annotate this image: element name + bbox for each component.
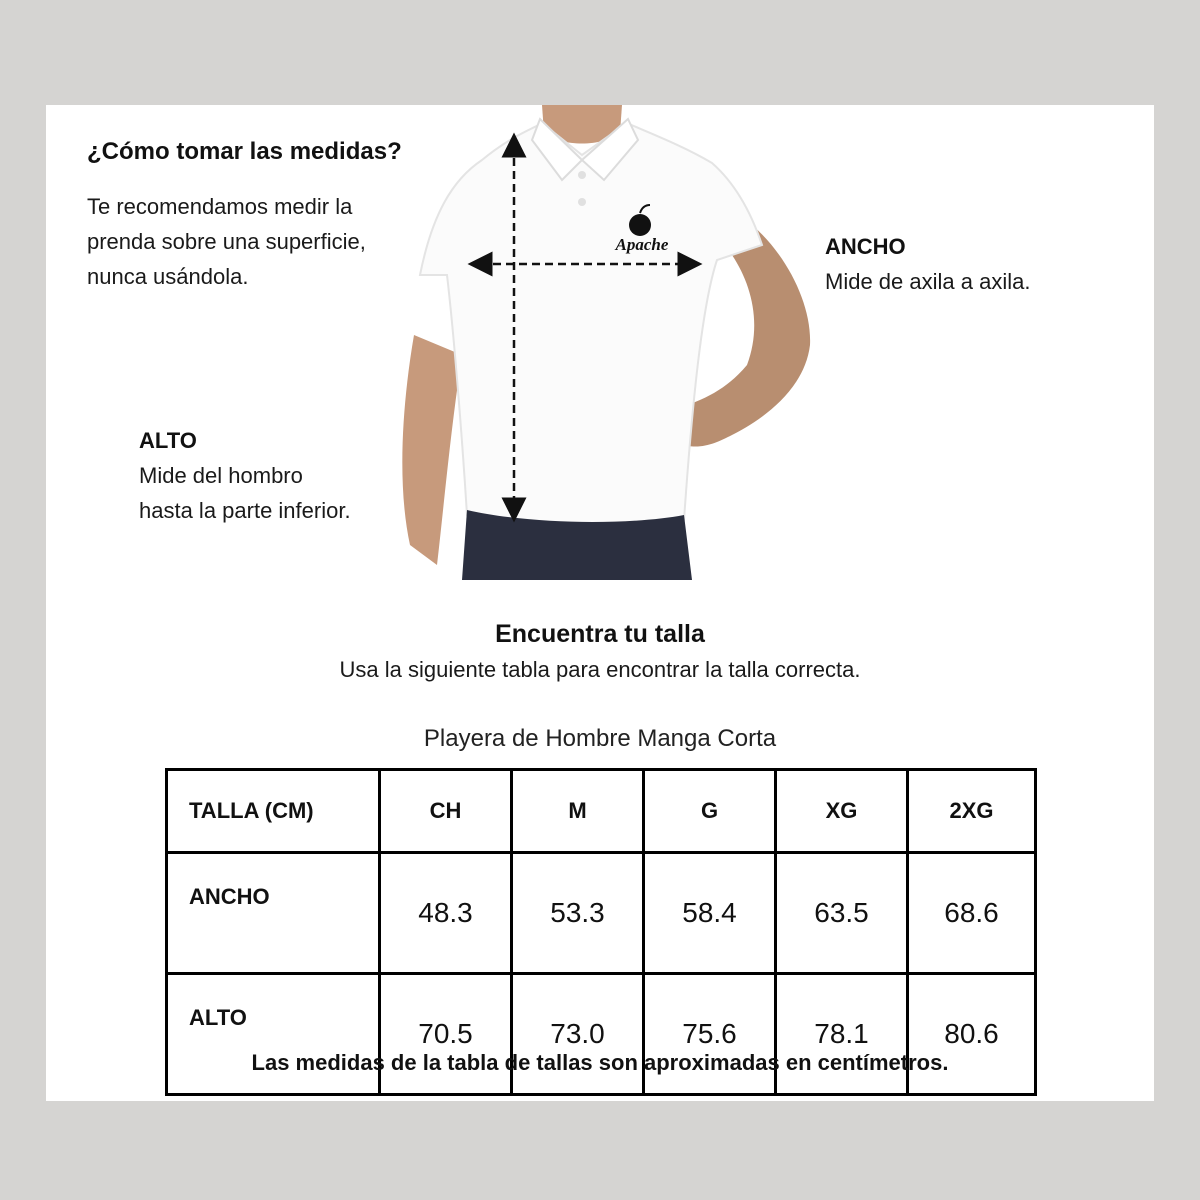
how-to-line: prenda sobre una superficie, xyxy=(87,229,366,254)
header-cell: CH xyxy=(380,770,512,853)
width-note xyxy=(825,229,1030,299)
height-label: ALTO xyxy=(139,428,197,453)
table-cell: 63.5 xyxy=(776,853,908,974)
left-arm xyxy=(402,335,462,565)
table-cell: 75.6 xyxy=(644,974,776,1095)
width-text: Mide de axila a axila. xyxy=(825,269,1031,294)
header-cell: 2XG xyxy=(908,770,1036,853)
table-title: Playera de Hombre Manga Corta xyxy=(423,725,777,752)
header-cell: G xyxy=(644,770,776,853)
table-cell: 53.3 xyxy=(512,853,644,974)
how-to-line: nunca usándola. xyxy=(87,264,249,289)
header-cell: XG xyxy=(776,770,908,853)
table-cell: 68.6 xyxy=(908,853,1036,974)
table-header-row xyxy=(167,770,1036,853)
button xyxy=(578,171,586,179)
table-cell: 48.3 xyxy=(380,853,512,974)
width-label: ANCHO xyxy=(825,234,906,259)
table-cell: 78.1 xyxy=(776,974,908,1095)
find-size-subtitle: Usa la siguiente tabla para encontrar la talla correcta. xyxy=(339,657,861,682)
height-line: Mide del hombro xyxy=(139,463,303,488)
brand-text: Apache xyxy=(615,235,669,254)
height-note xyxy=(139,423,351,528)
table-footnote: Las medidas de la tabla de tallas son aproximadas en centímetros. xyxy=(251,1050,949,1075)
how-to-line: Te recomendamos medir la xyxy=(87,194,353,219)
table-cell: 80.6 xyxy=(908,974,1036,1095)
model-shirt-photo xyxy=(392,105,812,580)
shirt xyxy=(420,123,762,527)
size-table xyxy=(165,768,1037,1096)
how-to-measure-title: ¿Cómo tomar las medidas? xyxy=(87,138,402,165)
header-cell: TALLA (CM) xyxy=(167,770,380,853)
table-row xyxy=(167,974,1036,1095)
height-line: hasta la parte inferior. xyxy=(139,498,351,523)
how-to-measure-text xyxy=(87,189,366,294)
row-label: ANCHO xyxy=(167,853,380,974)
table-cell: 73.0 xyxy=(512,974,644,1095)
button xyxy=(578,198,586,206)
find-size-title: Encuentra tu talla xyxy=(495,620,705,648)
table-row xyxy=(167,853,1036,974)
header-cell: M xyxy=(512,770,644,853)
table-cell: 70.5 xyxy=(380,974,512,1095)
row-label: ALTO xyxy=(167,974,380,1095)
table-cell: 58.4 xyxy=(644,853,776,974)
